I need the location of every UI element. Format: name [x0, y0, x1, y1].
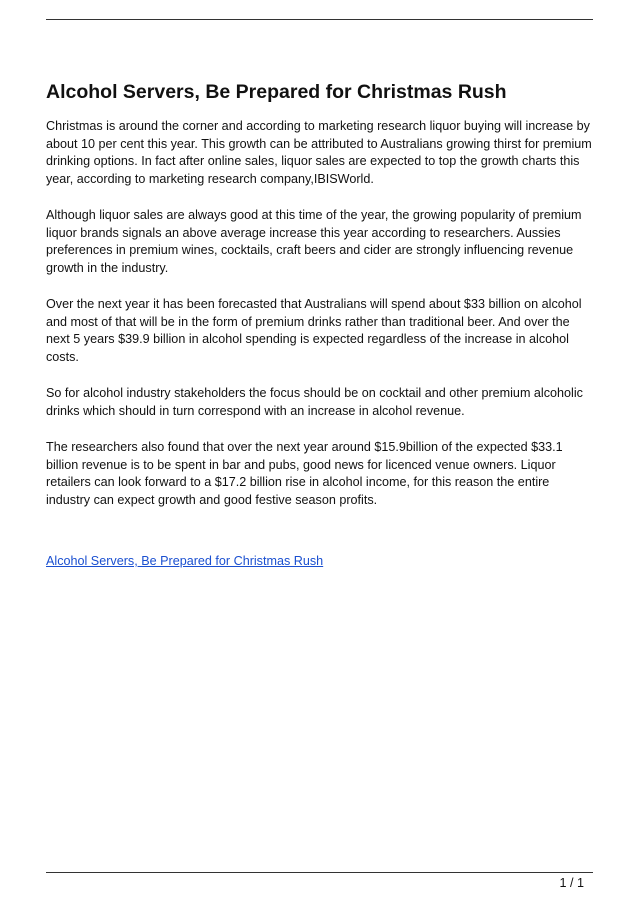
- footer-rule: [46, 872, 593, 873]
- paragraph-3: Over the next year it has been forecasted that Australians will spend about $33 billion on alcohol and most of that will be in the form of premium drinks rather than traditional beer. And over the next 5 years $39.9 billion in alcohol spending is expected regardless of the increase in alcohol costs.: [46, 297, 582, 364]
- paragraph-4: So for alcohol industry stakeholders the focus should be on cocktail and other premium alcoholic drinks which should in turn correspond with an increase in alcohol revenue.: [46, 386, 583, 418]
- paragraph-2: Although liquor sales are always good at this time of the year, the growing popularity of premium liquor brands signals an above average increase this year according to researchers. Aussies preferences in premium wines, cocktails, craft beers and cider are strongly influencing revenue growth in the industry.: [46, 208, 582, 275]
- page-number: 1 / 1: [559, 876, 584, 890]
- article: [46, 80, 594, 571]
- page-title: Alcohol Servers, Be Prepared for Christmas Rush: [46, 81, 507, 103]
- spacer: [46, 528, 594, 552]
- header-rule: [46, 19, 593, 20]
- paragraph-5: The researchers also found that over the next year around $15.9billion of the expected $33.1 billion revenue is to be spent in bar and pubs, good news for licenced venue owners. Liquor retailers can look forward to a $17.2 billion rise in alcohol income, for this reason the entire industry can expect growth and good festive season profits.: [46, 440, 563, 507]
- paragraph-1: Christmas is around the corner and according to marketing research liquor buying will increase by about 10 per cent this year. This growth can be attributed to Australians growing thirst for premium drinking options. In fact after online sales, liquor sales are expected to top the growth charts this year, according to marketing research company,IBISWorld.: [46, 119, 592, 186]
- source-link[interactable]: Alcohol Servers, Be Prepared for Christmas Rush: [46, 554, 324, 568]
